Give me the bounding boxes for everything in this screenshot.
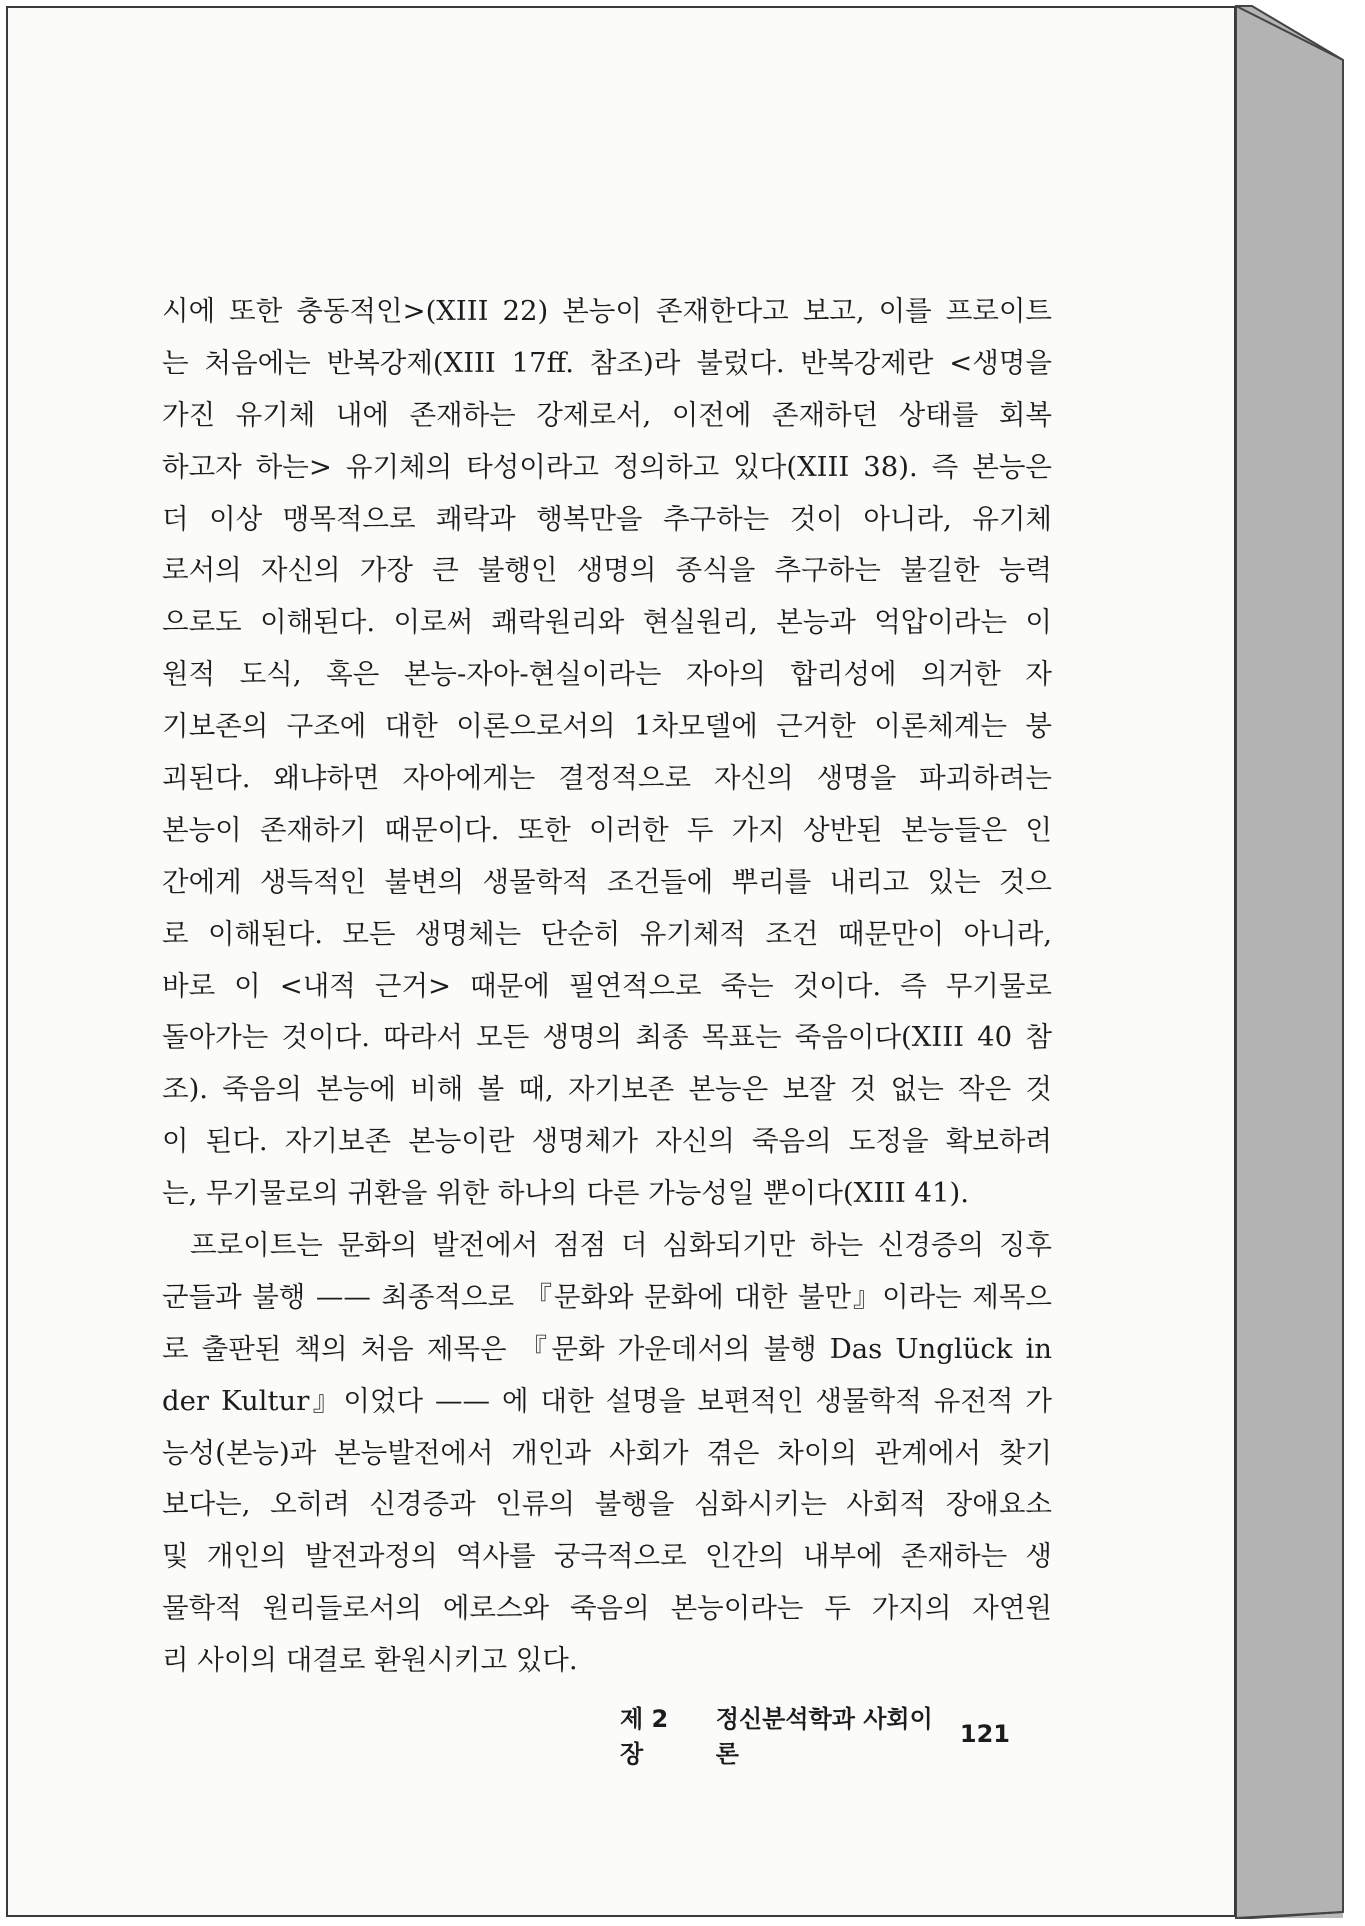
paragraph-1	[162, 286, 1052, 1220]
text-line: der Kultur』이었다 —— 에 대한 설명을 보편적인 생물학적 유전적 가	[162, 1384, 1052, 1417]
text-line: 더 이상 맹목적으로 쾌락과 행복만을 추구하는 것이 아니라, 유기체	[162, 502, 1052, 535]
text-line: 시에 또한 충동적인>(XIII 22) 본능이 존재한다고 보고, 이를 프로이트	[162, 295, 1052, 327]
text-line: 바로 이 <내적 근거> 때문에 필연적으로 죽는 것이다. 즉 무기물로	[162, 969, 1052, 1002]
text-line: 조). 죽음의 본능에 비해 볼 때, 자기보존 본능은 보잘 것 없는 작은 것	[162, 1073, 1052, 1106]
text-line: 물학적 원리들로서의 에로스와 죽음의 본능이라는 두 가지의 자연원	[162, 1592, 1052, 1625]
text-line: 으로도 이해된다. 이로써 쾌락원리와 현실원리, 본능과 억압이라는 이	[162, 606, 1052, 639]
text-line: 본능이 존재하기 때문이다. 또한 이러한 두 가지 상반된 본능들은 인	[162, 813, 1052, 846]
text-line: 능성(본능)과 본능발전에서 개인과 사회가 겪은 차이의 관계에서 찾기	[162, 1436, 1052, 1469]
text-line: 보다는, 오히려 신경증과 인류의 불행을 심화시키는 사회적 장애요소	[162, 1488, 1052, 1521]
text-line: 는 처음에는 반복강제(XIII 17ff. 참조)라 불렀다. 반복강제란 <생명을	[162, 346, 1052, 379]
chapter-title: 정신분석학과 사회이론	[715, 1705, 933, 1768]
page-footer	[620, 1705, 1010, 1768]
text-line: 리 사이의 대결로 환원시키고 있다.	[162, 1644, 578, 1677]
text-line: 이 된다. 자기보존 본능이란 생명체가 자신의 죽음의 도정을 확보하려	[162, 1125, 1052, 1158]
text-line: 괴된다. 왜냐하면 자아에게는 결정적으로 자신의 생명을 파괴하려는	[162, 762, 1052, 795]
text-line: 로 출판된 책의 처음 제목은 『문화 가운데서의 불행 Das Unglück in	[162, 1332, 1052, 1365]
text-line: 원적 도식, 혹은 본능-자아-현실이라는 자아의 합리성에 의거한 자	[162, 658, 1052, 691]
text-line: 및 개인의 발전과정의 역사를 궁극적으로 인간의 내부에 존재하는 생	[162, 1540, 1052, 1573]
text-line: 기보존의 구조에 대한 이론으로서의 1차모델에 근거한 이론체계는 붕	[162, 710, 1052, 743]
body-text	[162, 286, 1052, 1687]
page-number: 121	[959, 1720, 1010, 1748]
text-line: 프로이트는 문화의 발전에서 점점 더 심화되기만 하는 신경증의 징후	[190, 1229, 1052, 1262]
text-line: 하고자 하는> 유기체의 타성이라고 정의하고 있다(XIII 38). 즉 본능은	[162, 450, 1052, 483]
chapter-label: 제 2 장	[620, 1705, 669, 1768]
paragraph-2	[162, 1220, 1052, 1687]
text-line: 가진 유기체 내에 존재하는 강제로서, 이전에 존재하던 상태를 회복	[162, 398, 1052, 431]
text-line: 군들과 불행 —— 최종적으로 『문화와 문화에 대한 불만』이라는 제목으	[162, 1280, 1052, 1313]
text-line: 로서의 자신의 가장 큰 불행인 생명의 종식을 추구하는 불길한 능력	[162, 554, 1052, 587]
text-line: 로 이해된다. 모든 생명체는 단순히 유기체적 조건 때문만이 아니라,	[162, 917, 1052, 950]
text-line: 간에게 생득적인 불변의 생물학적 조건들에 뿌리를 내리고 있는 것으	[162, 865, 1052, 898]
text-line: 는, 무기물로의 귀환을 위한 하나의 다른 가능성일 뿐이다(XIII 41).	[162, 1177, 970, 1210]
text-line: 돌아가는 것이다. 따라서 모든 생명의 최종 목표는 죽음이다(XIII 40 참	[162, 1021, 1052, 1054]
